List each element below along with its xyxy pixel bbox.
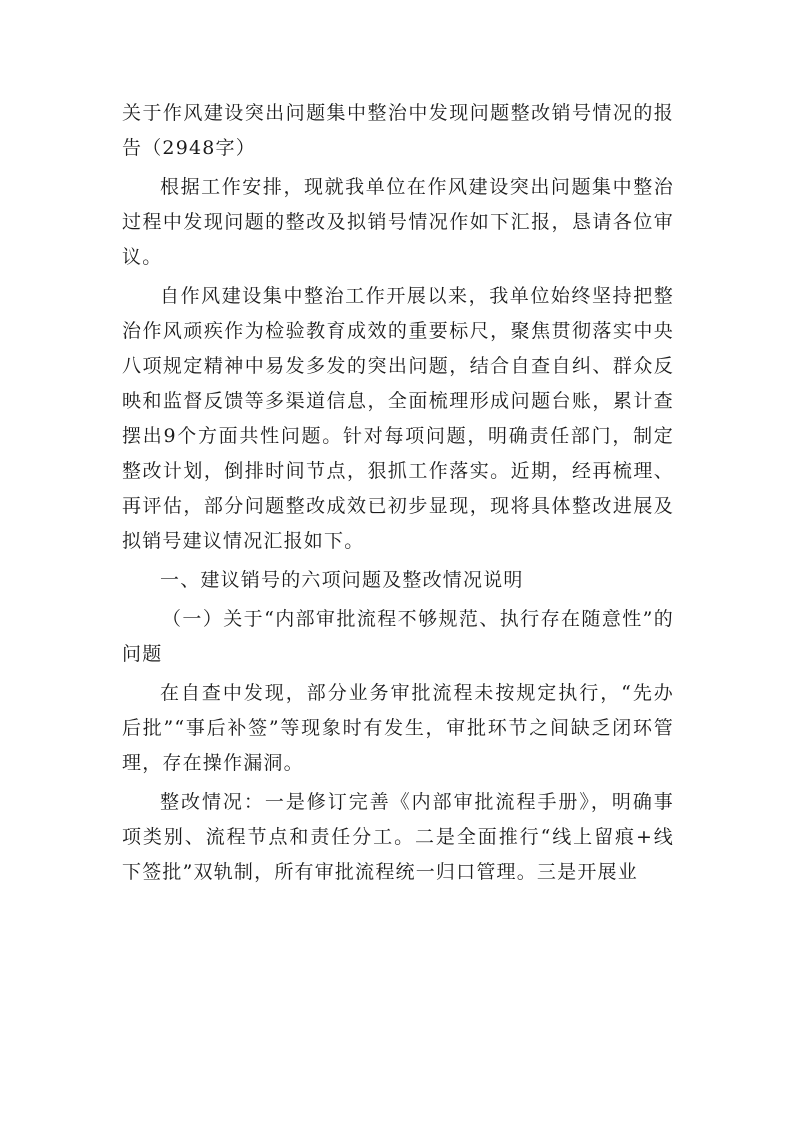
section-heading: 一、建议销号的六项问题及整改情况说明	[160, 569, 524, 591]
rectification-paragraph: 整改情况：一是修订完善《内部审批流程手册》，明确事项类别、流程节点和责任分工。二是全面推行“线上留痕+线下签批”双轨制，所有审批流程统一归口管理。三是开展业	[122, 791, 674, 883]
background-paragraph: 自作风建设集中整治工作开展以来，我单位始终坚持把整治作风顽疾作为检验教育成效的重要标尺，聚焦贯彻落实中央八项规定精神中易发多发的突出问题，结合自查自纠、群众反映和监督反馈等多渠道信息，全面梳理形成问题台账，累计查摆出9个方面共性问题。针对每项问题，明确责任部门，制定整改计划，倒排时间节点，狠抓工作落实。近期，经再梳理、再评估，部分问题整改成效已初步显现，现将具体整改进展及拟销号建议情况汇报如下。	[122, 285, 674, 552]
document-body	[122, 96, 674, 894]
subsection-heading: （一）关于“内部审批流程不够规范、执行存在随意性”的问题	[122, 608, 674, 665]
problem-paragraph: 在自查中发现，部分业务审批流程未按规定执行，“先办后批”“事后补签”等现象时有发生，审批环节之间缺乏闭环管理，存在操作漏洞。	[122, 682, 674, 774]
document-title: 关于作风建设突出问题集中整治中发现问题整改销号情况的报告（2948字）	[122, 102, 674, 159]
intro-paragraph: 根据工作安排，现就我单位在作风建设突出问题集中整治过程中发现问题的整改及拟销号情况作如下汇报，恳请各位审议。	[122, 176, 674, 268]
